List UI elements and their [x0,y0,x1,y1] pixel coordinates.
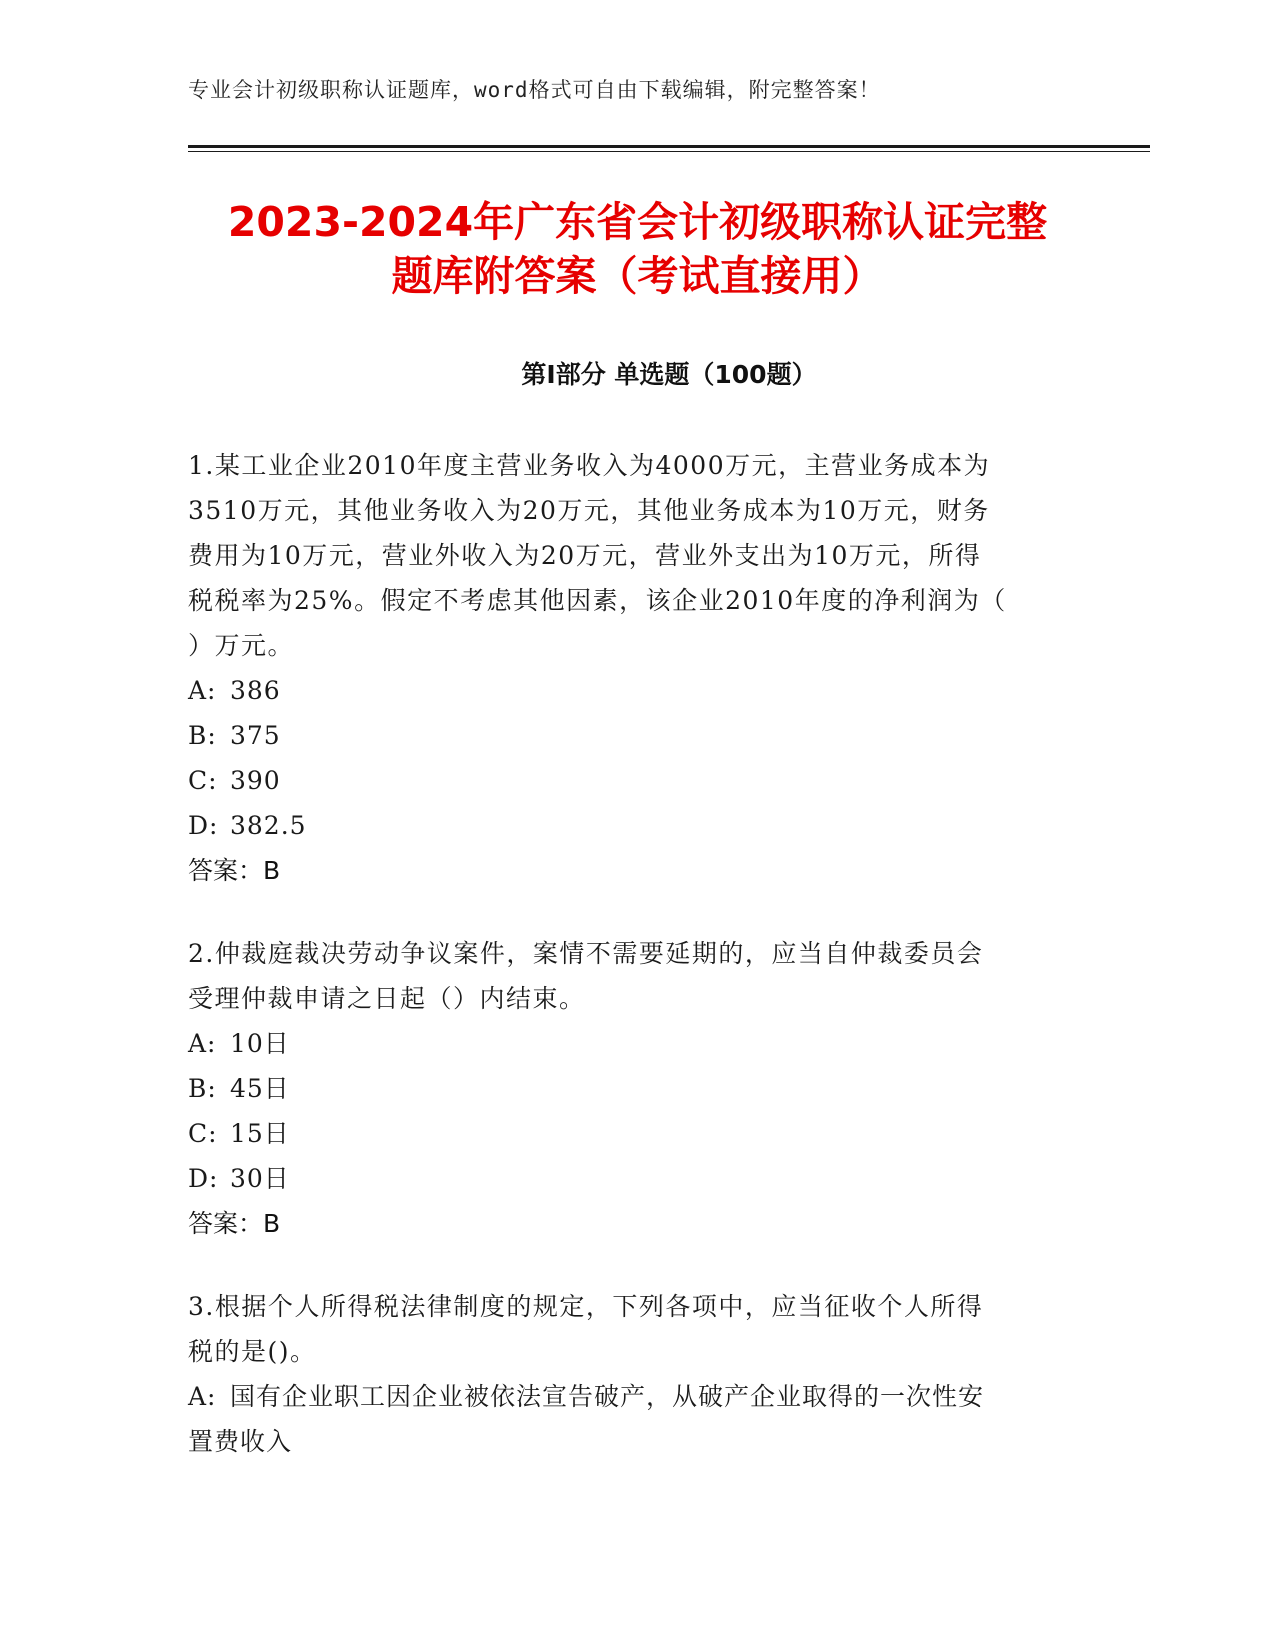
question-line: 3510万元，其他业务收入为20万元，其他业务成本为10万元，财务 [188,496,990,525]
option-text: 国有企业职工因企业被依法宣告破产，从破产企业取得的一次性安 [230,1382,985,1411]
title-line-1: 2023-2024年广东省会计初级职称认证完整 [227,198,1048,246]
option-a [188,1021,1068,1066]
question-line: 2.仲裁庭裁决劳动争议案件，案情不需要延期的，应当自仲裁委员会 [188,939,984,968]
question-line: 税税率为25%。假定不考虑其他因素，该企业2010年度的净利润为（ [188,586,1007,615]
question-line: 1.某工业企业2010年度主营业务收入为4000万元，主营业务成本为 [188,451,991,480]
question-line: 3.根据个人所得税法律制度的规定，下列各项中，应当征收个人所得 [188,1292,984,1321]
question-text [188,931,1068,1021]
question-line: 费用为10万元，营业外收入为20万元，营业外支出为10万元，所得 [188,541,982,570]
option-key: C: [188,1119,218,1148]
option-a [188,1374,1068,1419]
question-list [188,443,1068,1502]
option-a-continued [188,1419,1068,1464]
option-text: 375 [230,721,281,750]
option-c [188,1111,1068,1156]
option-key: D: [188,1164,219,1193]
document-title [150,195,1125,303]
option-key: A: [188,1382,217,1411]
title-line-2: 题库附答案（考试直接用） [391,252,884,300]
question-2 [188,931,1068,1246]
option-b [188,1066,1068,1111]
header-rule-thick [188,145,1150,148]
option-key: A: [188,676,217,705]
question-line: 受理仲裁申请之日起（）内结束。 [188,984,586,1013]
option-key: C: [188,766,218,795]
option-key: D: [188,811,219,840]
page-header: 专业会计初级职称认证题库，word格式可自由下载编辑，附完整答案！ [188,78,881,102]
option-text: 386 [230,676,281,705]
option-d [188,1156,1068,1201]
question-text [188,443,1068,668]
question-line: ）万元。 [188,631,295,660]
option-text: 45日 [230,1074,290,1103]
answer: 答案：B [188,856,281,885]
option-text: 置费收入 [188,1427,293,1456]
option-a [188,668,1068,713]
question-1 [188,443,1068,893]
option-d [188,803,1068,848]
option-text: 390 [230,766,281,795]
option-key: B: [188,721,217,750]
option-text: 382.5 [230,811,307,840]
option-text: 15日 [230,1119,290,1148]
option-b [188,713,1068,758]
option-text: 10日 [230,1029,290,1058]
option-key: A: [188,1029,217,1058]
option-key: B: [188,1074,217,1103]
question-line: 税的是()。 [188,1337,317,1366]
section-title: 第Ⅰ部分 单选题（100题） [521,360,817,389]
option-c [188,758,1068,803]
question-3 [188,1284,1068,1464]
answer: 答案：B [188,1209,281,1238]
question-text [188,1284,1068,1374]
header-rule-thin [188,151,1150,152]
option-text: 30日 [230,1164,290,1193]
